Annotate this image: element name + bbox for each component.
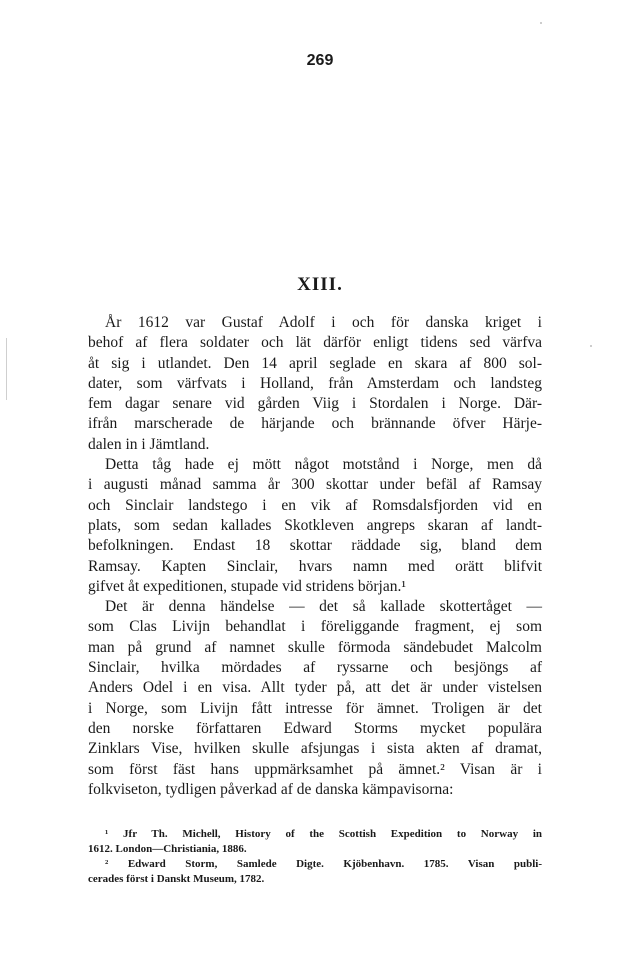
scan-edge-mark [6,338,7,400]
text-line: Detta tåg hade ej mött något motstånd i Norge, men då [105,456,542,474]
scan-speck [590,345,592,347]
footnote-line: cerades först i Danskt Museum, 1782. [88,873,265,885]
text-line: dalen in i Jämtland. [88,435,210,453]
text-line: gifvet åt expeditionen, stupade vid stridens början.¹ [88,577,407,595]
text-line: som Clas Livijn behandlat i föreliggande fragment, ej som [88,618,542,636]
text-line: Anders Odel i en visa. Allt tyder på, att det är under vistelsen [88,679,542,697]
text-line: dater, som värfvats i Holland, från Amsterdam och landsteg [88,374,542,392]
body-text [88,313,542,800]
text-line: behof af flera soldater och lät därför enligt tidens sed värfva [88,334,542,352]
scan-speck [540,22,542,24]
footnote-line: ¹ Jfr Th. Michell, History of the Scottish Expedition to Norway in [105,828,542,840]
text-line: Ramsay. Kapten Sinclair, hvars namn med orätt blifvit [88,557,542,575]
footnote-line: ² Edward Storm, Samlede Digte. Kjöbenhavn. 1785. Visan publi- [105,858,542,870]
page-number: 269 [306,52,334,69]
footnotes [88,827,542,887]
text-line: den norske författaren Edward Storms mycket populära [88,719,542,737]
text-line: man på grund af namnet skulle förmoda sändebudet Malcolm [88,638,542,656]
text-line: ifrån marscherade de härjande och brännande öfver Härje- [88,415,542,433]
text-line: och Sinclair landstego i en vik af Romsdalsfjorden vid en [88,496,542,514]
text-line: År 1612 var Gustaf Adolf i och för danska kriget i [105,314,542,331]
text-line: fem dagar senare vid gården Viig i Stordalen i Norge. Där- [88,395,542,413]
text-line: åt sig i utlandet. Den 14 april seglade en skara af 800 sol- [88,354,542,372]
text-line: plats, som sedan kallades Skotkleven angreps skaran af landt- [88,516,542,534]
text-line: folkviseton, tydligen påverkad af de danska kämpavisorna: [88,780,454,798]
chapter-heading: XIII. [297,274,343,295]
text-line: befolkningen. Endast 18 skottar räddade sig, bland dem [88,537,542,555]
text-line: Zinklars Vise, hvilken skulle afsjungas i sista akten af dramat, [88,740,542,758]
text-line: som först fäst hans uppmärksamhet på ämnet.² Visan är i [88,760,542,778]
text-line: i Norge, som Livijn fått intresse för ämnet. Troligen är det [88,699,542,717]
text-line: Sinclair, hvilka mördades af ryssarne och besjöngs af [88,659,542,677]
text-line: Det är denna händelse — det så kallade skottertåget — [105,598,542,616]
text-line: i augusti månad samma år 300 skottar under befäl af Ramsay [88,476,542,494]
footnote-line: 1612. London—Christiania, 1886. [88,843,247,855]
